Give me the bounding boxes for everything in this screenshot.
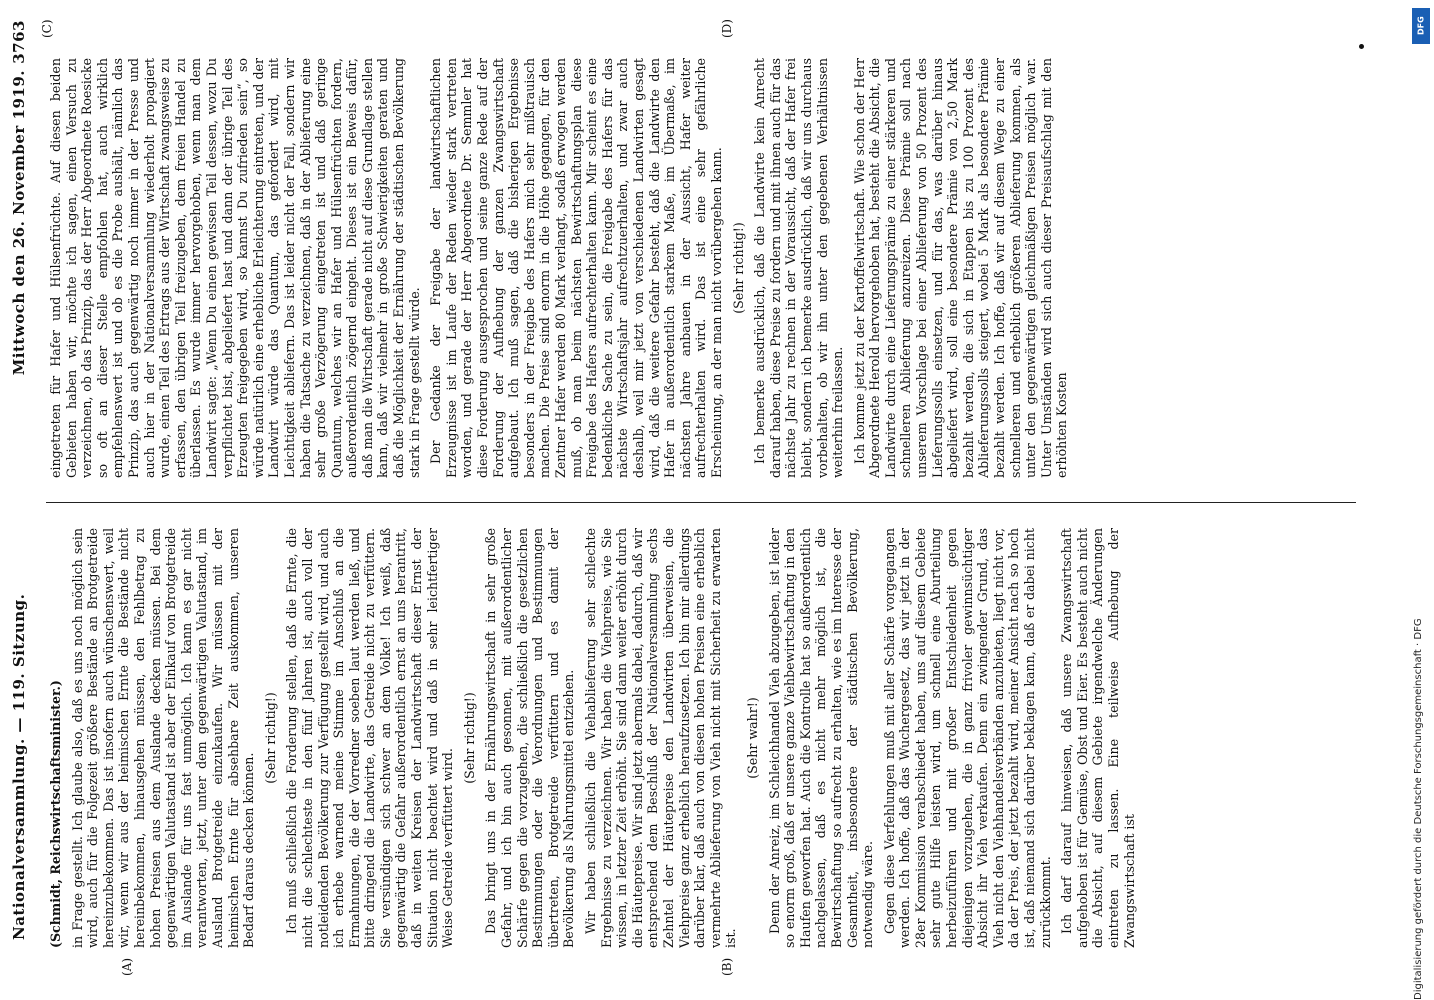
margin-marker-c: (C) xyxy=(40,19,54,38)
paragraph: eingetreten für Hafer und Hülsenfrüchte. Auf diesen beiden Gebieten haben wir, möchte ich sagen, einen Versuch zu verzeichnen, ob das Prinzip, das der Herr Abgeordnete Roesicke so oft an dieser Stelle empfohlen hat, auch wirklich empfehlenswert ist und ob es die Probe aushält, nämlich das Prinzip, das auch gegenwärtig noch immer in der Presse und auch hier in der Nationalversammlung wiederholt propagiert wurde, einen Teil des Ertrags aus der Wirtschaft zwangsweise zu erfassen, den übrigen Teil freizugeben, dem freien Handel zu überlassen. Es wurde immer hervorgehoben, wenn man dem Landwirt sagte: „Wenn Du einen gewissen Teil dessen, wozu Du verpflichtet bist, abgeliefert hast und dann der übrige Teil des Erzeugten freigegeben wird, so kannst Du zufrieden sein“, so würde natürlich eine erhebliche Erleichterung eintreten, und der Landwirt würde das Quantum, das gefordert wird, mit Leichtigkeit abliefern. Das ist leider nicht der Fall, sondern wir haben die Tatsache zu verzeichnen, daß in der Ablieferung eine sehr große Verzögerung eingetreten ist und daß geringe Quantum, welches wir an Hafer und Hülsenfrüchten fordern, außerordentlich zögernd eingeht. Dieses ist ein Beweis dafür, daß man die Wirtschaft gerade nicht auf diese Grundlage stellen kann, daß wir vielmehr in große Schwierigkeiten geraten und daß die Möglichkeit der Ernährung der städtischen Bevölkerung stark in Frage gestellt würde. xyxy=(48,58,422,478)
page-header xyxy=(10,20,38,970)
interjection: (Sehr wahr!) xyxy=(744,697,760,779)
paragraph: Das bringt uns in der Ernährungswirtschaft in sehr große Gefahr, und ich bin auch gesonnen, mit außerordentlicher Schärfe gegen die vorzugehen, die schließlich die gesetzlichen Bestimmungen oder die Verordnungen und Bestimmungen übertreten, Brotgetreide verfüttern und es damit der Bevölkerung als Nahrungsmittel entziehen. xyxy=(483,528,577,948)
paragraph: in Frage gestellt. Ich glaube also, daß es uns noch möglich sein wird, auch für die Folgezeit größere Bestände an Brotgetreide hereinzubekommen. Das ist insofern auch wünschenswert, weil wir, wenn wir aus der heimischen Ernte die Bestände nicht hereinbekommen, hinausgehen müssen, den Fehlbetrag zu hohen Preisen aus dem Auslande decken müssen. Bei dem gegenwärtigen Valutastand ist aber der Einkauf von Brotgetreide im Auslande für uns fast unmöglich. Ich kann es gar nicht verantworten, jetzt, unter dem gegenwärtigen Valutastand, im Ausland Brotgetreide einzukaufen. Wir müssen mit der heimischen Ernte für absehbare Zeit auskommen, unseren Bedarf daraus decken können. xyxy=(69,528,257,948)
paragraph: Wir haben schließlich die Viehablieferung sehr schlechte Ergebnisse zu verzeichnen. Wir haben die Viehpreise, wie Sie wissen, in letzter Zeit erhöht. Sie sind dann weiter erhöht durch die Häutepreise. Wir sind jetzt abermals dabei, dadurch, daß wir entsprechend dem Beschluß der Nationalversammlung sechs Zehntel der Häutepreise den Landwirten überweisen, die Viehpreise ganz erheblich heraufzusetzen. Ich bin mir allerdings darüber klar, daß auch von diesen hohen Preisen eine erheblich vermehrte Ablieferung von Vieh nicht mit Sicherheit zu erwarten ist. xyxy=(583,528,739,948)
speck-dot xyxy=(1359,44,1364,49)
header-right-title: Mittwoch den 26. November 1919. xyxy=(10,70,28,376)
paragraph: Ich bemerke ausdrücklich, daß die Landwirte kein Anrecht darauf haben, diese Preise zu fordern und mit ihnen auch für das nächste Jahr zu rechnen in der Voraussicht, daß der Hafer frei bleibt, sondern ich bemerke ausdrücklich, daß wir uns durchaus vorbehalten, ob wir ihn unter den gegebenen Verhältnissen weiterhin freilassen. xyxy=(752,58,846,478)
speaker-label: (Schmidt, Reichswirtschaftsminister.) xyxy=(48,680,63,948)
paragraph: Der Gedanke der Freigabe der landwirtschaftlichen Erzeugnisse ist im Laufe der Reden wieder stark vertreten worden, und gerade der Herr Abgeordnete Dr. Semmler hat diese Forderung ausgesprochen und seine ganze Rede auf der Forderung der Aufhebung der ganzen Zwangswirtschaft aufgebaut. Ich muß sagen, daß die bisherigen Ergebnisse besonders in der Freigabe des Hafers mich sehr mißtrauisch machen. Die Preise sind enorm in die Höhe gegangen, für den Zentner Hafer werden 80 Mark verlangt, sodaß erwogen werden muß, ob man beim nächsten Bewirtschaftungsplan diese Freigabe des Hafers aufrechterhalten kann. Mir scheint es eine bedenkliche Sache zu sein, die Freigabe des Hafers für das nächste Wirtschaftsjahr aufrechtzuerhalten, und zwar auch deshalb, weil mir jetzt von verschiedenen Landwirten gesagt wird, daß die weitere Gefahr besteht, daß die Landwirte den Hafer in außerordentlich starkem Maße, im Übermaße, im nächsten Jahre anbauen in der Aussicht, Hafer weiter aufrechterhalten wird. Das ist eine sehr gefährliche Erscheinung, an der man nicht vorübergehen kann. xyxy=(428,58,724,478)
paragraph: Gegen diese Verfehlungen muß mit aller Schärfe vorgegangen werden. Ich hoffe, daß das Wuchergesetz, das wir jetzt in der 28er Kommission verabschiedet haben, uns auf diesem Gebiete sehr gute Hilfe leisten wird, um schnell eine Aburteilung herbeizuführen und mit großer Entschiedenheit gegen diejenigen vorzugehen, die in ganz frivoler gewinnsüchtiger Absicht ihr Vieh verkaufen. Denn ein zwingender Grund, das Vieh nicht den Viehhandelsverbänden anzubieten, liegt nicht vor, da der Preis, der jetzt bezahlt wird, meiner Ansicht nach so hoch ist, daß niemand sich darüber beklagen kann, daß er dabei nicht zurückkommt. xyxy=(881,528,1053,948)
paragraph: Ich darf darauf hinweisen, daß unsere Zwangswirtschaft aufgehoben ist für Gemüse, Obst und Eier. Es besteht auch nicht die Absicht, auf diesem Gebiete irgendwelche Änderungen eintreten zu lassen. Eine teilweise Aufhebung der Zwangswirtschaft ist xyxy=(1059,528,1137,948)
margin-marker-d: (D) xyxy=(720,19,734,38)
credit-text: Digitalisierung gefördert durch die Deutsche Forschungsgemeinschaft · DFG xyxy=(1413,618,1424,1000)
margin-marker-a: (A) xyxy=(120,957,134,976)
digitization-credit xyxy=(1406,10,1432,1000)
margin-marker-b: (B) xyxy=(720,957,734,976)
interjection: (Sehr richtig!) xyxy=(262,692,278,784)
paragraph: Ich komme jetzt zu der Kartoffelwirtschaft. Wie schon der Herr Abgeordnete Herold hervorgehoben hat, besteht die Absicht, die Landwirte durch eine Lieferungsprämie zu einer stärkeren und schnelleren Ablieferung anzureizen. Diese Prämie soll nach unserem Vorschlage bei einer Ablieferung von 50 Prozent des Lieferungssolls einsetzen, und für das, was darüber hinaus abgeliefert wird, soll eine besondere Prämie von 2,50 Mark bezahlt werden, die sich in Etappen bis zu 100 Prozent des Ablieferungssolls steigert, wobei 5 Mark als besondere Prämie bezahlt werden. Ich hoffe, daß wir auf diesem Wege zu einer schnelleren und erheblich größeren Ablieferung kommen, als unter den gegenwärtigen gleichmäßigen Preisen möglich war. Unter Umständen wird sich auch dieser Preisaufschlag mit den erhöhten Kosten xyxy=(851,58,1070,478)
dfg-logo: DFG xyxy=(1412,8,1430,44)
header-left-title: Nationalversammlung. — 119. Sitzung. xyxy=(10,593,28,940)
interjection: (Sehr richtig!) xyxy=(730,222,746,314)
interjection: (Sehr richtig!) xyxy=(461,692,477,784)
paragraph: Ich muß schließlich die Forderung stellen, daß die Ernte, die nicht die schlechteste in den fünf Jahren ist, auch voll der notleidenden Bevölkerung zur Verfügung gestellt wird, und auch ich erhebe warnend meine Stimme im Anschluß an die Ermahnungen, die der Vorredner soeben laut werden ließ, und bitte dringend die Landwirte, das Getreide nicht zu verfüttern. Sie versündigen sich schwer an dem Volke! Ich weiß, daß gegenwärtig die Gefahr außerordentlich ernst an uns herantritt, daß in weiten Kreisen der Landwirtschaft dieser Ernst der Situation nicht beachtet wird und daß in sehr leichtfertiger Weise Getreide verfüttert wird. xyxy=(284,528,456,948)
paragraph: Denn der Anreiz, im Schleichhandel Vieh abzugeben, ist leider so enorm groß, daß er unsere ganze Viehbewirtschaftung in den Haufen geworfen hat. Auch die Kontrolle hat so außerordentlich nachgelassen, daß es nicht mehr möglich ist, die Bewirtschaftung so aufrecht zu erhalten, wie es im Interesse der Gesamtheit, insbesondere der städtischen Bevölkerung, notwendig wäre. xyxy=(766,528,876,948)
left-column xyxy=(48,528,1358,948)
column-divider xyxy=(46,502,1356,503)
right-column xyxy=(48,58,1358,478)
page-number: 3763 xyxy=(10,20,28,64)
